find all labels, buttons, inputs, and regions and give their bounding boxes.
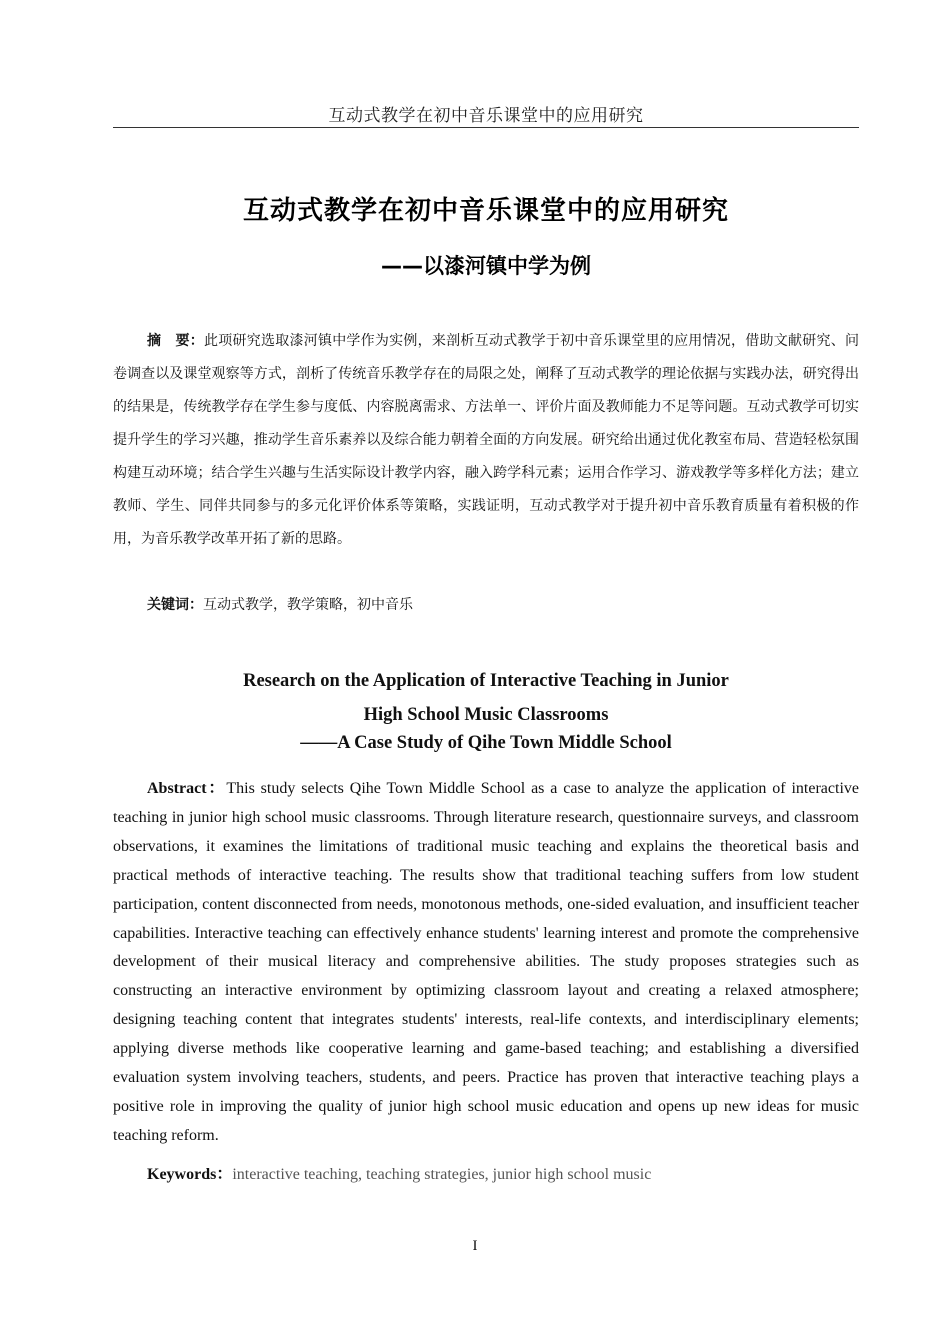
english-keywords	[147, 1161, 859, 1184]
chinese-title: 互动式教学在初中音乐课堂中的应用研究	[242, 196, 729, 226]
english-title	[113, 664, 859, 732]
chinese-keywords	[147, 591, 859, 619]
english-abstract-label: Abstract：	[147, 780, 227, 797]
page-number: I	[472, 1238, 478, 1254]
english-abstract	[113, 775, 859, 1151]
english-title-line-1: Research on the Application of Interactive Teaching in Junior	[243, 671, 729, 691]
english-keywords-label: Keywords：	[147, 1166, 233, 1183]
header-divider	[113, 127, 859, 128]
running-header: 互动式教学在初中音乐课堂中的应用研究	[328, 106, 644, 126]
english-keywords-text: interactive teaching, teaching strategies, junior high school music	[232, 1166, 652, 1183]
chinese-keywords-label: 关键词：	[147, 597, 203, 613]
english-title-line-2: High School Music Classrooms	[363, 705, 609, 725]
chinese-abstract-label: 摘 要：	[147, 333, 204, 349]
chinese-abstract	[113, 325, 859, 556]
chinese-subtitle: ——以漆河镇中学为例	[381, 254, 591, 278]
chinese-keywords-text: 互动式教学，教学策略，初中音乐	[203, 597, 413, 613]
english-subtitle: ——A Case Study of Qihe Town Middle School	[300, 733, 672, 753]
chinese-abstract-text: 此项研究选取漆河镇中学作为实例，来剖析互动式教学于初中音乐课堂里的应用情况，借助文献研究、问卷调查以及课堂观察等方式，剖析了传统音乐教学存在的局限之处，阐释了互动式教学的理论依据与实践办法，研究得出的结果是，传统教学存在学生参与度低、内容脱离需求、方法单一、评价片面及教师能力不足等问题。互动式教学可切实提升学生的学习兴趣，推动学生音乐素养以及综合能力朝着全面的方向发展。研究给出通过优化教室布局、营造轻松氛围构建互动环境；结合学生兴趣与生活实际设计教学内容，融入跨学科元素；运用合作学习、游戏教学等多样化方法；建立教师、学生、同伴共同参与的多元化评价体系等策略，实践证明，互动式教学对于提升初中音乐教育质量有着积极的作用，为音乐教学改革开拓了新的思路。	[113, 333, 860, 547]
english-abstract-text: This study selects Qihe Town Middle School as a case to analyze the application of interactive teaching in junior high school music classrooms. Through literature research, questionnaire surveys, and classroom observations, it examines the limitations of traditional music teaching and explains the theoretical basis and practical methods of interactive teaching. The results show that traditional teaching suffers from low student participation, content disconnected from needs, monotonous methods, one-sided evaluation, and insufficient teacher capabilities. Interactive teaching can effectively enhance students' learning interest and promote the comprehensive development of their musical literacy and comprehensive abilities. The study proposes strategies such as constructing an interactive environment by optimizing classroom layout and creating a relaxed atmosphere; designing teaching content that integrates students' interests, real-life contexts, and interdisciplinary elements; applying diverse methods like cooperative learning and game-based teaching; and establishing a diversified evaluation system involving teachers, students, and peers. Practice has proven that interactive teaching plays a positive role in improving the quality of junior high school music education and opens up new ideas for music teaching reform.	[113, 780, 860, 1144]
